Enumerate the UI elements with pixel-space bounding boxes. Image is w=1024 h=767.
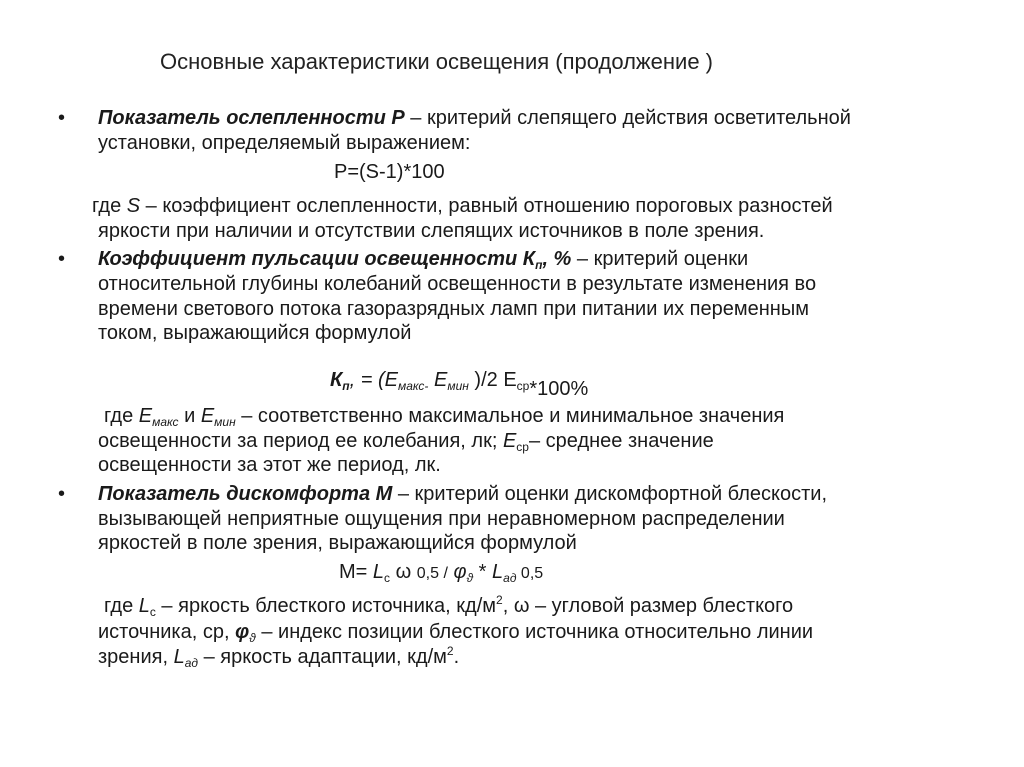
formula-L2: L [492, 561, 504, 583]
formula-K-sub: п [342, 379, 350, 393]
pulsation-term [98, 248, 571, 270]
pulsation-line-3: времени светового потока газоразрядных ламп при питании их переменным [98, 298, 809, 320]
formula-E2: Е [428, 369, 448, 391]
formula-mid: )/2 Е [468, 369, 517, 391]
pulsation-term-tail: , % [542, 248, 572, 270]
pulsation-where-2a: освещенности за период ее колебания, лк; [98, 430, 503, 452]
discomfort-line-2: вызывающей неприятные ощущения при неравномерном распределении [98, 508, 785, 530]
pulsation-where-3: освещенности за этот же период, лк. [98, 454, 441, 476]
formula-eq: , = (Е [349, 369, 398, 391]
where-word: где [92, 195, 127, 217]
pulsation-where-1-rest: – соответственно максимальное и минимальное значения [235, 405, 785, 427]
glare-line-1 [98, 106, 851, 130]
pulsation-line-4: током, выражающийся формулой [98, 322, 412, 344]
discomfort-formula [339, 560, 543, 586]
E-sr-sub: ср [516, 440, 529, 454]
glare-formula: Р=(S-1)*100 [334, 161, 445, 183]
pulsation-where-2 [98, 429, 714, 453]
discomfort-where-3a: зрения, [98, 646, 174, 668]
where-word: где [104, 595, 139, 617]
pulsation-where-1 [104, 404, 784, 428]
m2-sup: 2 [446, 644, 454, 658]
glare-where-1-rest: – коэффициент ослепленности, равный отношению пороговых разностей [140, 195, 833, 217]
discomfort-where-2b: – индекс позиции блесткого источника относительно линии [255, 621, 814, 643]
E-symbol: Е [502, 430, 517, 452]
formula-star: * [473, 561, 493, 583]
pulsation-def-1: – критерий оценки [571, 248, 749, 270]
formula-L-sub: с [384, 571, 391, 585]
glare-def-1: – критерий слепящего действия осветительной [404, 107, 851, 129]
period: . [453, 646, 460, 668]
slide-title: Основные характеристики освещения (продолжение ) [160, 49, 713, 74]
and-word: и [178, 405, 201, 427]
E-min-sub: мин [214, 415, 236, 429]
pulsation-line-2: относительной глубины колебаний освещенности в результате изменения во [98, 273, 817, 295]
glare-term: Показатель ослепленности Р [98, 107, 405, 129]
m2-sup: 2 [496, 593, 503, 607]
bullet-dot: • [58, 248, 66, 270]
formula-theta: ϑ [466, 571, 474, 585]
pulsation-term-text: Коэффициент пульсации освещенности К [98, 248, 536, 270]
discomfort-line-1 [98, 482, 827, 506]
where-word: где [104, 405, 139, 427]
formula-exp1: 0,5 / [416, 565, 448, 582]
pulsation-where-2b: – среднее значение [528, 430, 714, 452]
formula-L2-sub: ад [503, 571, 517, 585]
pulsation-formula [330, 368, 589, 400]
discomfort-where-2 [98, 620, 813, 644]
pulsation-line-1 [98, 247, 748, 271]
glare-line-2: установки, определяемый выражением: [98, 132, 471, 154]
discomfort-where-2a: источника, ср, [98, 621, 236, 643]
E-max-sub: макс [152, 415, 179, 429]
L-symbol: L [138, 595, 150, 617]
formula-omega: ω [390, 561, 417, 583]
formula-sr-sub: ср [516, 379, 530, 393]
formula-max-sub: макс- [398, 379, 429, 393]
discomfort-where-3b: – яркость адаптации, кд/м [198, 646, 447, 668]
glare-S: S [126, 195, 141, 217]
formula-tail: *100% [529, 378, 589, 400]
discomfort-where-3 [98, 645, 459, 669]
L-ad-sub: ад [184, 656, 199, 670]
discomfort-term: Показатель дискомфорта М [98, 483, 393, 505]
E-symbol: Е [138, 405, 153, 427]
discomfort-where-1a: – яркость блесткого источника, кд/м [155, 595, 497, 617]
glare-where-2: яркости при наличии и отсутствии слепящих источников в поле зрения. [98, 220, 765, 242]
bullet-dot: • [58, 483, 66, 505]
theta-sub: ϑ [249, 631, 256, 645]
formula-L: L [372, 561, 385, 583]
formula-min-sub: мин [447, 379, 469, 393]
glare-where-1 [92, 194, 833, 218]
pulsation-term-sub: п [535, 258, 543, 272]
discomfort-where-1b: , ω – угловой размер блесткого [502, 595, 794, 617]
formula-exp2: 0,5 [516, 565, 544, 582]
formula-phi: φ [447, 561, 467, 583]
L-ad-symbol: L [173, 646, 185, 668]
E-symbol: Е [200, 405, 215, 427]
discomfort-where-1 [104, 594, 793, 618]
bullet-dot: • [58, 107, 66, 129]
discomfort-def-1: – критерий оценки дискомфортной блескости, [392, 483, 828, 505]
L-c-sub: с [149, 605, 156, 619]
formula-M: М= [339, 561, 373, 583]
discomfort-line-3: яркостей в поле зрения, выражающийся формулой [98, 532, 577, 554]
formula-K: К [330, 369, 343, 391]
phi-symbol: φ [235, 621, 250, 643]
